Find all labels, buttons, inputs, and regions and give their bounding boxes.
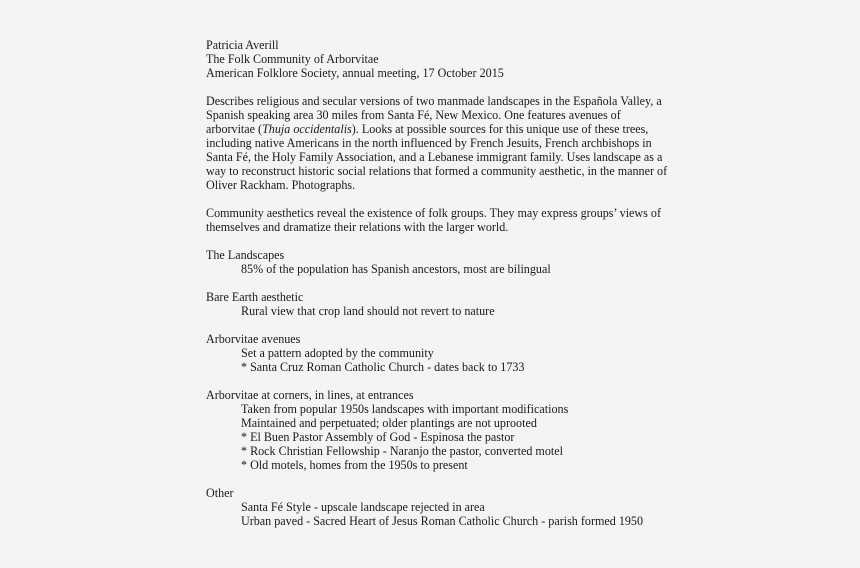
abstract-text: arborvitae ( bbox=[206, 122, 263, 136]
spacer bbox=[206, 80, 846, 94]
intro-line: Community aesthetics reveal the existence of folk groups. They may express groups’ views of bbox=[206, 206, 661, 220]
section-item: Set a pattern adopted by the community bbox=[241, 346, 434, 360]
meeting-info: American Folklore Society, annual meeting, 17 October 2015 bbox=[206, 66, 504, 80]
spacer bbox=[206, 472, 846, 486]
species-name: Thuja occidentalis bbox=[262, 122, 352, 136]
section-arborvitae-corners bbox=[206, 388, 846, 472]
section-item: * El Buen Pastor Assembly of God - Espinosa the pastor bbox=[241, 430, 515, 444]
spacer bbox=[206, 276, 846, 290]
section-item: Urban paved - Sacred Heart of Jesus Roman Catholic Church - parish formed 1950 bbox=[241, 514, 644, 528]
abstract-line bbox=[206, 122, 846, 136]
section-heading: Bare Earth aesthetic bbox=[206, 290, 304, 304]
abstract-line: way to reconstruct historic social relations that formed a community aesthetic, in the manner of bbox=[206, 164, 668, 178]
abstract-line: Santa Fé, the Holy Family Association, and a Lebanese immigrant family. Uses landscape as a bbox=[206, 150, 663, 164]
section-other bbox=[206, 486, 846, 528]
section-landscapes bbox=[206, 248, 846, 276]
abstract-paragraph bbox=[206, 94, 846, 192]
spacer bbox=[206, 192, 846, 206]
spacer bbox=[206, 234, 846, 248]
section-item: * Rock Christian Fellowship - Naranjo the pastor, converted motel bbox=[241, 444, 563, 458]
section-item: Taken from popular 1950s landscapes with important modifications bbox=[241, 402, 569, 416]
section-item: Santa Fé Style - upscale landscape rejected in area bbox=[241, 500, 485, 514]
section-item: Rural view that crop land should not revert to nature bbox=[241, 304, 495, 318]
spacer bbox=[206, 318, 846, 332]
section-heading: The Landscapes bbox=[206, 248, 285, 262]
section-item: * Old motels, homes from the 1950s to present bbox=[241, 458, 468, 472]
section-bare-earth bbox=[206, 290, 846, 318]
section-heading: Other bbox=[206, 486, 234, 500]
section-arborvitae-avenues bbox=[206, 332, 846, 374]
section-heading: Arborvitae at corners, in lines, at entrances bbox=[206, 388, 414, 402]
abstract-text: ). Looks at possible sources for this unique use of these trees, bbox=[351, 122, 649, 136]
section-item: Maintained and perpetuated; older plantings are not uprooted bbox=[241, 416, 537, 430]
section-item: * Santa Cruz Roman Catholic Church - dates back to 1733 bbox=[241, 360, 525, 374]
abstract-line: including native Americans in the north influenced by French Jesuits, French archbishops in bbox=[206, 136, 652, 150]
section-heading: Arborvitae avenues bbox=[206, 332, 301, 346]
intro-line: themselves and dramatize their relations with the larger world. bbox=[206, 220, 509, 234]
spacer bbox=[206, 374, 846, 388]
document-page bbox=[206, 38, 846, 528]
abstract-line: Oliver Rackham. Photographs. bbox=[206, 178, 356, 192]
section-item: 85% of the population has Spanish ancestors, most are bilingual bbox=[241, 262, 551, 276]
author-name: Patricia Averill bbox=[206, 38, 279, 52]
intro-paragraph bbox=[206, 206, 846, 234]
paper-title: The Folk Community of Arborvitae bbox=[206, 52, 379, 66]
abstract-line: Spanish speaking area 30 miles from Santa Fé, New Mexico. One features avenues of bbox=[206, 108, 621, 122]
abstract-line: Describes religious and secular versions of two manmade landscapes in the Española Valley, a bbox=[206, 94, 662, 108]
